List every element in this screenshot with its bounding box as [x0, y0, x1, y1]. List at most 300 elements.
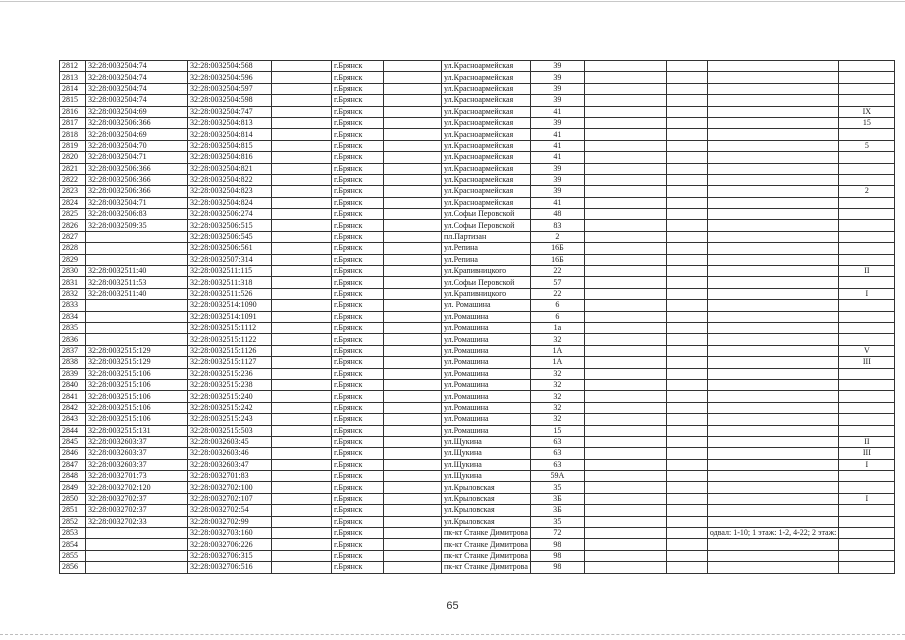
cell-object-number: 32:28:0032515:1112 — [188, 322, 272, 333]
cell-empty — [666, 220, 707, 231]
cell-empty — [384, 186, 442, 197]
cell-empty — [666, 266, 707, 277]
cell-city: г.Брянск — [332, 288, 384, 299]
cell-empty — [584, 425, 666, 436]
table-row — [60, 322, 895, 333]
cell-empty — [584, 95, 666, 106]
cell-empty — [272, 83, 332, 94]
cell-empty — [584, 266, 666, 277]
cell-empty — [384, 345, 442, 356]
cell-roman — [839, 322, 895, 333]
cell-street: пк-кт Станке Димитрова — [442, 539, 531, 550]
cell-parcel-number: 32:28:0032504:70 — [86, 140, 188, 151]
cell-street: ул.Крыловская — [442, 505, 531, 516]
cell-row-number: 2815 — [60, 95, 86, 106]
cell-house: 39 — [530, 83, 584, 94]
cell-parcel-number: 32:28:0032702:120 — [86, 482, 188, 493]
cell-row-number: 2851 — [60, 505, 86, 516]
cell-premises — [707, 266, 838, 277]
cell-city: г.Брянск — [332, 471, 384, 482]
cell-empty — [384, 231, 442, 242]
cell-empty — [584, 61, 666, 72]
cell-city: г.Брянск — [332, 95, 384, 106]
cell-premises — [707, 277, 838, 288]
cell-house: 3Б — [530, 505, 584, 516]
cell-empty — [584, 300, 666, 311]
cell-empty — [272, 471, 332, 482]
cell-empty — [584, 129, 666, 140]
cell-row-number: 2826 — [60, 220, 86, 231]
cell-empty — [272, 562, 332, 573]
cell-street: ул.Красноармейская — [442, 117, 531, 128]
cell-house: 48 — [530, 209, 584, 220]
cell-row-number: 2816 — [60, 106, 86, 117]
cell-empty — [584, 174, 666, 185]
cell-parcel-number — [86, 528, 188, 539]
cell-house: 6 — [530, 300, 584, 311]
cell-parcel-number: 32:28:0032515:106 — [86, 379, 188, 390]
cell-empty — [584, 334, 666, 345]
cell-street: ул.Софьи Перовской — [442, 220, 531, 231]
cell-empty — [272, 163, 332, 174]
table-row — [60, 562, 895, 573]
cell-empty — [384, 129, 442, 140]
cell-object-number: 32:28:0032504:816 — [188, 152, 272, 163]
cell-object-number: 32:28:0032706:516 — [188, 562, 272, 573]
cell-roman — [839, 220, 895, 231]
cell-parcel-number: 32:28:0032506:366 — [86, 117, 188, 128]
cell-house: 32 — [530, 391, 584, 402]
cell-empty — [272, 539, 332, 550]
cell-object-number: 32:28:0032511:526 — [188, 288, 272, 299]
cell-empty — [272, 197, 332, 208]
cell-street: ул.Красноармейская — [442, 95, 531, 106]
cell-street: ул.Крапивницкого — [442, 288, 531, 299]
cell-premises — [707, 516, 838, 527]
cell-premises — [707, 345, 838, 356]
cell-city: г.Брянск — [332, 209, 384, 220]
cell-parcel-number: 32:28:0032603:37 — [86, 448, 188, 459]
cell-street: ул.Ромашина — [442, 391, 531, 402]
cell-premises — [707, 505, 838, 516]
cell-empty — [272, 402, 332, 413]
cell-row-number: 2845 — [60, 436, 86, 447]
cell-parcel-number: 32:28:0032515:106 — [86, 414, 188, 425]
cell-city: г.Брянск — [332, 220, 384, 231]
cell-object-number: 32:28:0032515:1122 — [188, 334, 272, 345]
cell-street: пл.Партизан — [442, 231, 531, 242]
cell-parcel-number: 32:28:0032506:366 — [86, 163, 188, 174]
cell-row-number: 2821 — [60, 163, 86, 174]
cell-empty — [384, 391, 442, 402]
cell-roman — [839, 505, 895, 516]
cell-street: ул.Ромашина — [442, 345, 531, 356]
table-row — [60, 163, 895, 174]
cell-empty — [272, 209, 332, 220]
cell-house: 32 — [530, 379, 584, 390]
cell-object-number: 32:28:0032511:318 — [188, 277, 272, 288]
cell-empty — [384, 528, 442, 539]
cell-empty — [666, 129, 707, 140]
cell-premises — [707, 209, 838, 220]
cell-row-number: 2818 — [60, 129, 86, 140]
cell-city: г.Брянск — [332, 414, 384, 425]
cadastral-register-table — [59, 60, 895, 574]
cell-object-number: 32:28:0032706:315 — [188, 550, 272, 561]
cell-parcel-number: 32:28:0032702:37 — [86, 493, 188, 504]
cell-premises — [707, 539, 838, 550]
cell-empty — [384, 516, 442, 527]
cell-parcel-number — [86, 562, 188, 573]
cell-parcel-number: 32:28:0032701:73 — [86, 471, 188, 482]
cell-city: г.Брянск — [332, 117, 384, 128]
cell-city: г.Брянск — [332, 334, 384, 345]
cell-premises — [707, 288, 838, 299]
cell-object-number: 32:28:0032515:240 — [188, 391, 272, 402]
cell-premises — [707, 357, 838, 368]
cell-empty — [272, 391, 332, 402]
cell-parcel-number: 32:28:0032506:366 — [86, 174, 188, 185]
cell-row-number: 2823 — [60, 186, 86, 197]
cell-city: г.Брянск — [332, 528, 384, 539]
cell-roman — [839, 254, 895, 265]
cell-house: 39 — [530, 163, 584, 174]
cell-roman — [839, 231, 895, 242]
cell-city: г.Брянск — [332, 106, 384, 117]
cell-object-number: 32:28:0032504:813 — [188, 117, 272, 128]
cell-street: ул.Крапивницкого — [442, 266, 531, 277]
cell-row-number: 2856 — [60, 562, 86, 573]
cell-empty — [584, 117, 666, 128]
cell-house: 41 — [530, 140, 584, 151]
cell-street: ул. Ромашина — [442, 300, 531, 311]
cell-house: 35 — [530, 482, 584, 493]
cell-street: ул.Красноармейская — [442, 197, 531, 208]
cell-roman — [839, 72, 895, 83]
cell-empty — [384, 174, 442, 185]
cell-parcel-number: 32:28:0032702:37 — [86, 505, 188, 516]
cell-parcel-number: 32:28:0032504:74 — [86, 72, 188, 83]
cell-row-number: 2842 — [60, 402, 86, 413]
cell-city: г.Брянск — [332, 368, 384, 379]
cell-empty — [384, 402, 442, 413]
cell-premises — [707, 129, 838, 140]
cell-city: г.Брянск — [332, 231, 384, 242]
cell-empty — [584, 197, 666, 208]
cell-row-number: 2822 — [60, 174, 86, 185]
cell-empty — [584, 152, 666, 163]
cell-street: ул.Красноармейская — [442, 61, 531, 72]
cell-roman — [839, 471, 895, 482]
cell-premises — [707, 95, 838, 106]
cell-empty — [272, 516, 332, 527]
cell-empty — [584, 459, 666, 470]
cell-city: г.Брянск — [332, 72, 384, 83]
cell-street: ул.Красноармейская — [442, 72, 531, 83]
cell-roman — [839, 334, 895, 345]
cell-object-number: 32:28:0032506:274 — [188, 209, 272, 220]
cell-empty — [666, 83, 707, 94]
cell-premises — [707, 163, 838, 174]
cell-house: 1А — [530, 357, 584, 368]
cell-parcel-number: 32:28:0032515:106 — [86, 402, 188, 413]
cell-empty — [666, 311, 707, 322]
cell-parcel-number: 32:28:0032511:40 — [86, 266, 188, 277]
cell-roman — [839, 163, 895, 174]
cell-street: ул.Красноармейская — [442, 83, 531, 94]
cell-roman — [839, 391, 895, 402]
cell-empty — [584, 391, 666, 402]
cell-empty — [584, 288, 666, 299]
table-row — [60, 288, 895, 299]
cell-roman: III — [839, 448, 895, 459]
cell-object-number: 32:28:0032702:99 — [188, 516, 272, 527]
cell-house: 6 — [530, 311, 584, 322]
cell-object-number: 32:28:0032504:821 — [188, 163, 272, 174]
cell-empty — [384, 459, 442, 470]
table-row — [60, 266, 895, 277]
cell-empty — [666, 368, 707, 379]
table-row — [60, 95, 895, 106]
cell-empty — [272, 186, 332, 197]
cell-parcel-number: 32:28:0032515:129 — [86, 357, 188, 368]
cell-street: пк-кт Станке Димитрова — [442, 528, 531, 539]
cell-empty — [272, 414, 332, 425]
cell-object-number: 32:28:0032515:236 — [188, 368, 272, 379]
cell-row-number: 2835 — [60, 322, 86, 333]
cell-empty — [666, 402, 707, 413]
cell-empty — [272, 95, 332, 106]
cell-empty — [272, 152, 332, 163]
cell-street: ул.Красноармейская — [442, 186, 531, 197]
cell-row-number: 2834 — [60, 311, 86, 322]
cell-house: 63 — [530, 459, 584, 470]
cell-parcel-number: 32:28:0032515:129 — [86, 345, 188, 356]
cell-empty — [666, 334, 707, 345]
cell-empty — [384, 505, 442, 516]
cell-row-number: 2832 — [60, 288, 86, 299]
table-row — [60, 186, 895, 197]
cell-parcel-number: 32:28:0032603:37 — [86, 436, 188, 447]
cell-house: 39 — [530, 95, 584, 106]
cell-parcel-number: 32:28:0032515:131 — [86, 425, 188, 436]
cell-parcel-number: 32:28:0032506:83 — [86, 209, 188, 220]
cell-roman: IX — [839, 106, 895, 117]
cell-row-number: 2853 — [60, 528, 86, 539]
cell-premises — [707, 117, 838, 128]
cell-city: г.Брянск — [332, 163, 384, 174]
cell-premises — [707, 379, 838, 390]
cell-roman: III — [839, 357, 895, 368]
cell-row-number: 2819 — [60, 140, 86, 151]
cell-row-number: 2827 — [60, 231, 86, 242]
cell-street: ул.Красноармейская — [442, 163, 531, 174]
cell-premises — [707, 482, 838, 493]
cell-premises — [707, 562, 838, 573]
cell-object-number: 32:28:0032506:545 — [188, 231, 272, 242]
cell-house: 98 — [530, 539, 584, 550]
cell-parcel-number: 32:28:0032511:53 — [86, 277, 188, 288]
cell-object-number: 32:28:0032514:1091 — [188, 311, 272, 322]
cell-empty — [666, 391, 707, 402]
cell-empty — [584, 436, 666, 447]
cell-street: ул.Щукина — [442, 436, 531, 447]
cell-city: г.Брянск — [332, 186, 384, 197]
cell-empty — [666, 493, 707, 504]
cell-parcel-number — [86, 300, 188, 311]
table-row — [60, 436, 895, 447]
cell-empty — [666, 95, 707, 106]
cell-empty — [272, 528, 332, 539]
cell-street: ул.Красноармейская — [442, 174, 531, 185]
cell-roman: 2 — [839, 186, 895, 197]
cell-empty — [384, 106, 442, 117]
cell-empty — [666, 61, 707, 72]
cell-empty — [384, 471, 442, 482]
cell-empty — [584, 345, 666, 356]
cell-house: 39 — [530, 72, 584, 83]
cell-row-number: 2836 — [60, 334, 86, 345]
cell-premises — [707, 436, 838, 447]
cell-premises — [707, 459, 838, 470]
cell-empty — [666, 72, 707, 83]
table-row — [60, 311, 895, 322]
cell-house: 63 — [530, 448, 584, 459]
cell-empty — [272, 493, 332, 504]
table-row — [60, 334, 895, 345]
table-row — [60, 528, 895, 539]
table-row — [60, 152, 895, 163]
cell-object-number: 32:28:0032702:100 — [188, 482, 272, 493]
cell-empty — [666, 174, 707, 185]
cell-city: г.Брянск — [332, 129, 384, 140]
cell-premises — [707, 448, 838, 459]
cell-street: ул.Красноармейская — [442, 129, 531, 140]
cell-object-number: 32:28:0032504:822 — [188, 174, 272, 185]
cell-empty — [384, 61, 442, 72]
cell-parcel-number — [86, 243, 188, 254]
table-row — [60, 140, 895, 151]
cell-empty — [384, 539, 442, 550]
cell-empty — [272, 117, 332, 128]
cell-city: г.Брянск — [332, 243, 384, 254]
cell-street: ул.Ромашина — [442, 311, 531, 322]
cell-parcel-number: 32:28:0032506:366 — [86, 186, 188, 197]
cell-empty — [272, 357, 332, 368]
cell-parcel-number — [86, 334, 188, 345]
cell-premises — [707, 174, 838, 185]
table-row — [60, 129, 895, 140]
cell-city: г.Брянск — [332, 505, 384, 516]
cell-row-number: 2838 — [60, 357, 86, 368]
cell-empty — [584, 311, 666, 322]
cell-empty — [384, 311, 442, 322]
cell-row-number: 2850 — [60, 493, 86, 504]
cell-empty — [384, 163, 442, 174]
cell-empty — [666, 197, 707, 208]
cell-empty — [384, 357, 442, 368]
cell-city: г.Брянск — [332, 266, 384, 277]
table-row — [60, 505, 895, 516]
cell-parcel-number: 32:28:0032515:106 — [86, 368, 188, 379]
cell-premises — [707, 425, 838, 436]
cell-roman — [839, 528, 895, 539]
cell-empty — [384, 140, 442, 151]
cell-premises — [707, 391, 838, 402]
cell-empty — [272, 448, 332, 459]
cell-parcel-number: 32:28:0032504:71 — [86, 197, 188, 208]
cell-object-number: 32:28:0032511:115 — [188, 266, 272, 277]
cell-premises — [707, 72, 838, 83]
cell-empty — [272, 61, 332, 72]
cell-roman: 5 — [839, 140, 895, 151]
table-row — [60, 277, 895, 288]
cell-row-number: 2855 — [60, 550, 86, 561]
cell-parcel-number — [86, 539, 188, 550]
cell-empty — [584, 379, 666, 390]
cell-row-number: 2839 — [60, 368, 86, 379]
cell-city: г.Брянск — [332, 322, 384, 333]
cell-empty — [584, 482, 666, 493]
cell-empty — [272, 106, 332, 117]
cell-house: 98 — [530, 550, 584, 561]
table-row — [60, 72, 895, 83]
cell-house: 59А — [530, 471, 584, 482]
cell-object-number: 32:28:0032702:107 — [188, 493, 272, 504]
cell-city: г.Брянск — [332, 254, 384, 265]
cell-parcel-number: 32:28:0032702:33 — [86, 516, 188, 527]
cell-empty — [666, 550, 707, 561]
cell-row-number: 2840 — [60, 379, 86, 390]
cell-empty — [666, 140, 707, 151]
cell-premises — [707, 311, 838, 322]
cell-empty — [584, 163, 666, 174]
cell-empty — [272, 129, 332, 140]
cell-empty — [384, 95, 442, 106]
cell-empty — [666, 425, 707, 436]
cell-empty — [272, 277, 332, 288]
table-row — [60, 368, 895, 379]
cell-object-number: 32:28:0032506:515 — [188, 220, 272, 231]
cell-row-number: 2843 — [60, 414, 86, 425]
cell-empty — [666, 152, 707, 163]
cell-parcel-number — [86, 311, 188, 322]
cell-empty — [384, 334, 442, 345]
cell-house: 39 — [530, 117, 584, 128]
cell-empty — [666, 209, 707, 220]
cell-street: ул.Софьи Перовской — [442, 209, 531, 220]
cell-empty — [584, 402, 666, 413]
cell-house: 39 — [530, 174, 584, 185]
cell-empty — [666, 106, 707, 117]
cell-city: г.Брянск — [332, 83, 384, 94]
cell-row-number: 2837 — [60, 345, 86, 356]
cell-empty — [384, 277, 442, 288]
cell-empty — [272, 368, 332, 379]
cell-city: г.Брянск — [332, 493, 384, 504]
cell-empty — [666, 254, 707, 265]
cell-empty — [584, 140, 666, 151]
cell-house: 41 — [530, 106, 584, 117]
cell-empty — [584, 231, 666, 242]
cell-premises — [707, 61, 838, 72]
table-row — [60, 117, 895, 128]
cell-house: 16Б — [530, 243, 584, 254]
cell-street: ул.Щукина — [442, 459, 531, 470]
cell-empty — [584, 562, 666, 573]
cell-empty — [666, 436, 707, 447]
table-row — [60, 243, 895, 254]
